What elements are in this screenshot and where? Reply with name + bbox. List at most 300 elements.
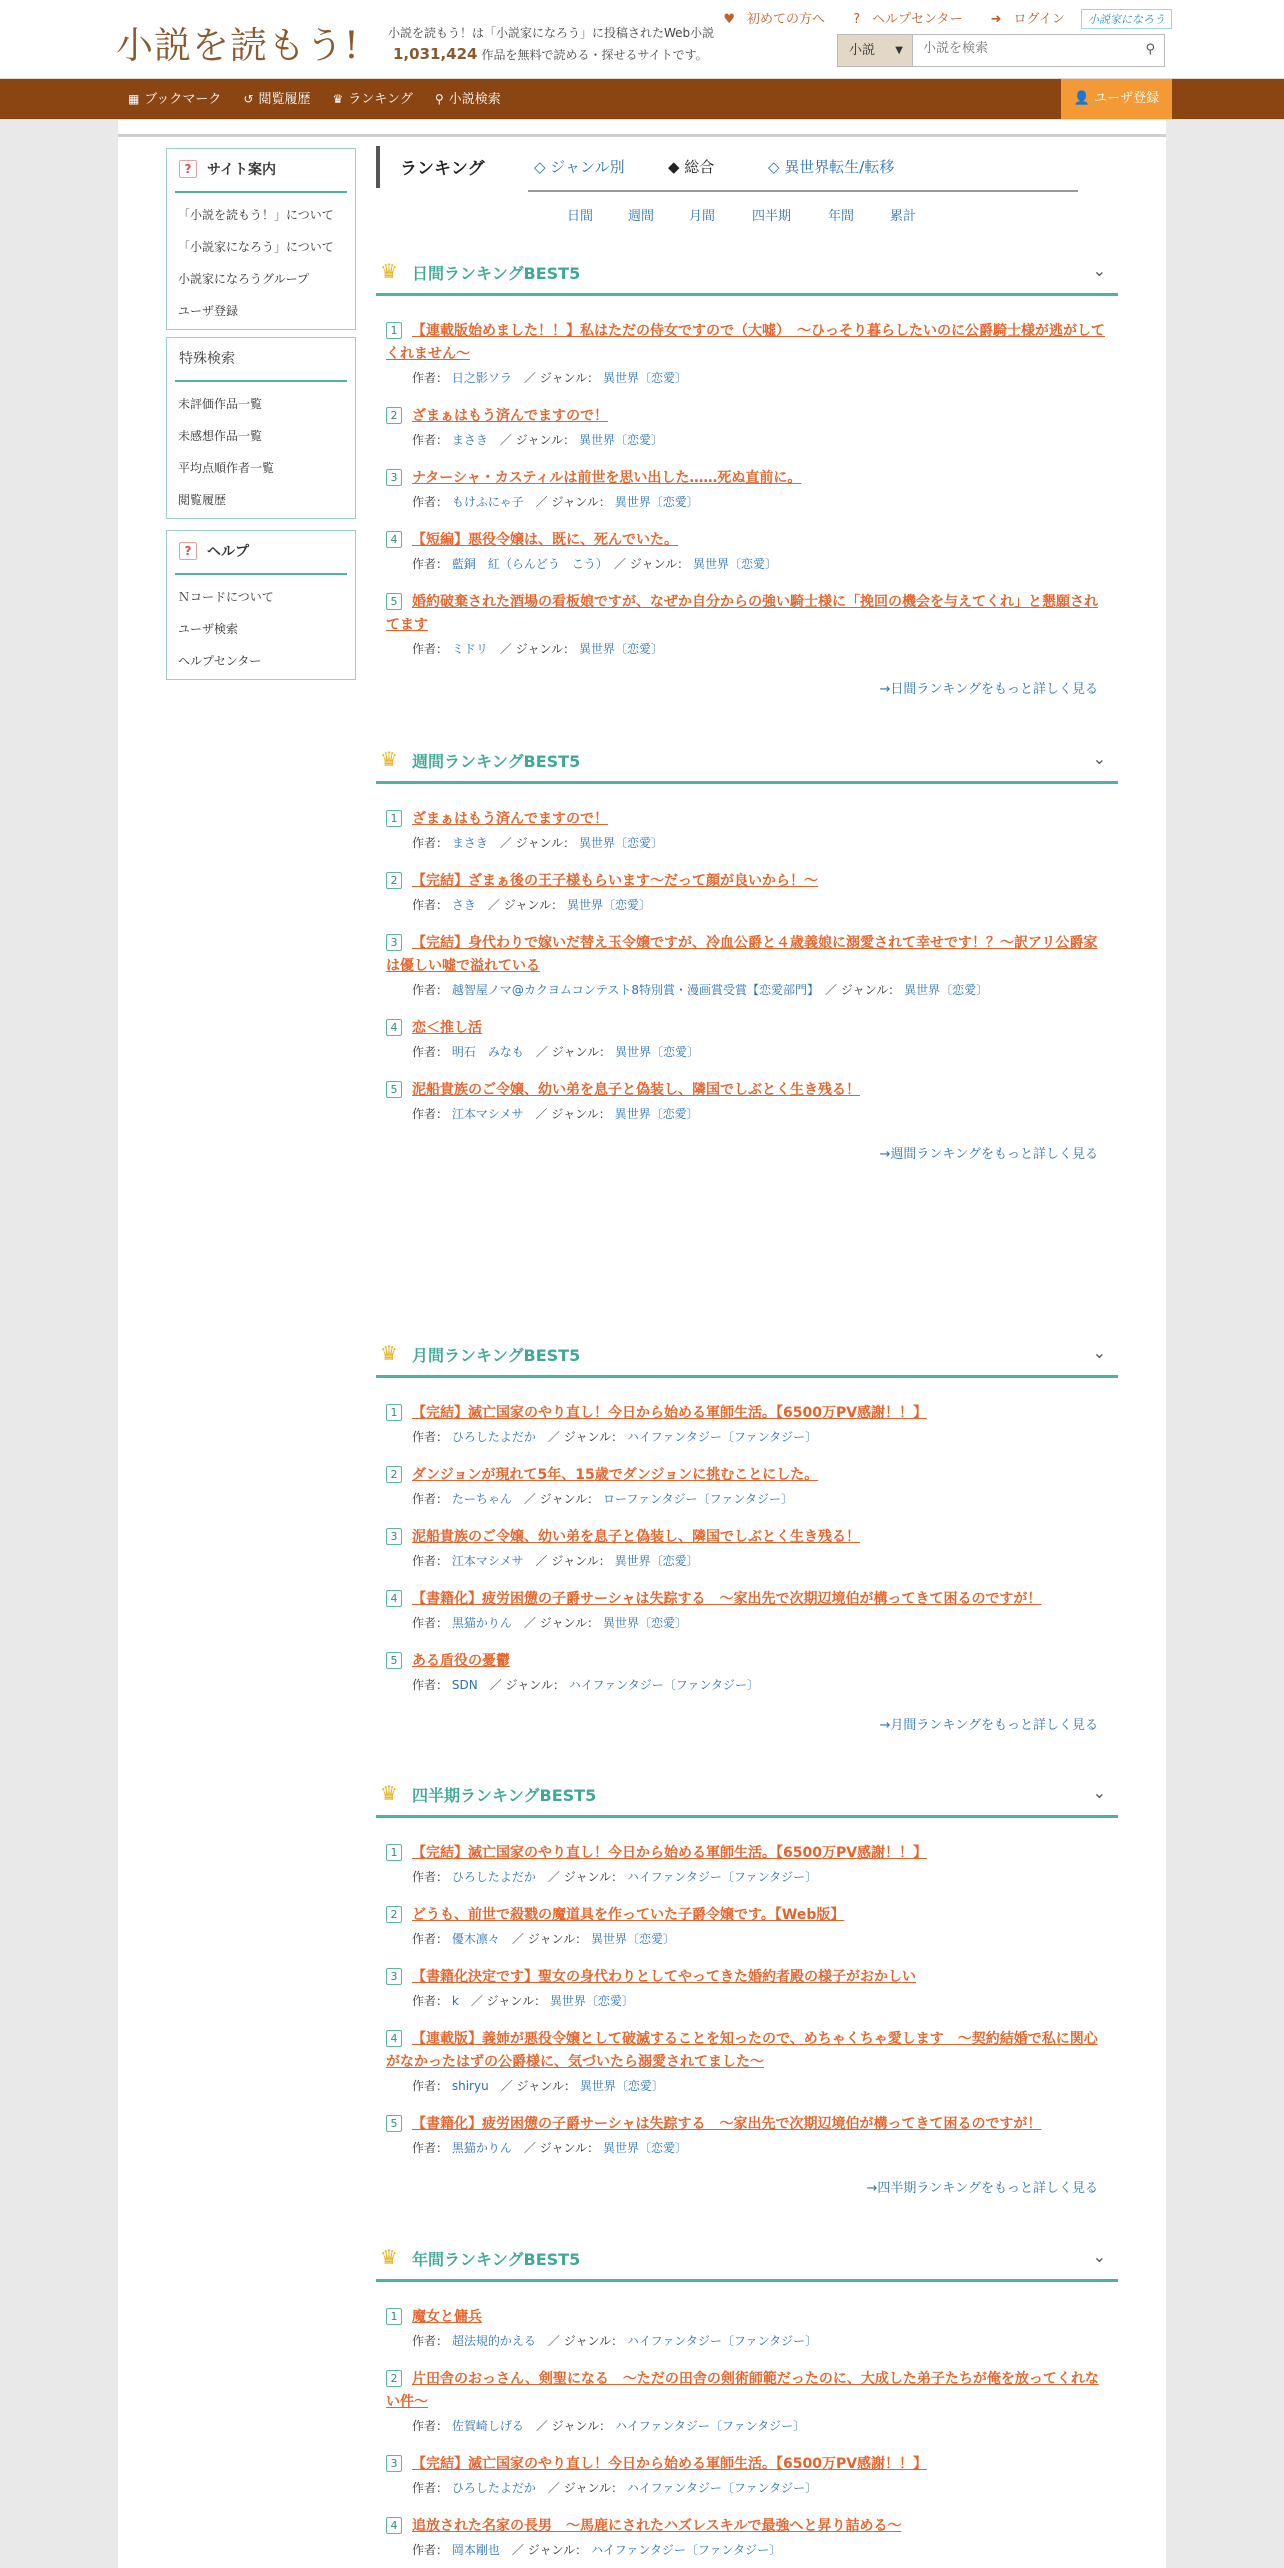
genre-link[interactable]: 異世界〔恋愛〕 [602, 1616, 687, 1630]
author-label: 作者： [412, 1994, 449, 2008]
author-link[interactable]: ひろしたよだか [451, 1870, 536, 1884]
genre-label: ／ ジャンル： [523, 371, 600, 385]
genre-label: ／ ジャンル： [489, 1678, 565, 1692]
ranking-section [376, 1334, 1118, 1733]
nav-item-label: 閲覧履歴 [258, 92, 311, 107]
author-label: 作者： [412, 2141, 449, 2155]
subtab-monthly[interactable]: 月間 [689, 209, 716, 224]
tabs-left-bar [376, 146, 380, 188]
genre-link[interactable]: 異世界〔恋愛〕 [614, 1045, 699, 1059]
author-label: 作者： [412, 642, 449, 656]
work-meta [386, 2078, 1118, 2095]
sidebar-item[interactable]: 未評価作品一覧 [178, 397, 263, 411]
author-link[interactable]: SDN [451, 1678, 478, 1692]
ranking-list [376, 1378, 1118, 1694]
sidebar-help-title-text: ヘルプ [207, 544, 249, 560]
genre-label: ／ ジャンル： [523, 1616, 600, 1630]
login-icon: ➜ [990, 12, 1002, 27]
ranking-tabs [376, 146, 1098, 192]
crown-icon: ♛ [380, 259, 398, 283]
ranking-item [376, 591, 1118, 658]
sidebar-item[interactable]: 未感想作品一覧 [178, 429, 263, 443]
author-link[interactable]: 藍銅 紅（らんどう こう） [451, 557, 602, 571]
tab-overall[interactable]: ◆ 総合 [668, 158, 715, 176]
author-label: 作者： [412, 1554, 449, 1568]
genre-link[interactable]: 異世界〔恋愛〕 [614, 1107, 699, 1121]
author-label: 作者： [412, 1492, 449, 1506]
work-meta [386, 2418, 1118, 2435]
author-link[interactable]: k [451, 1994, 459, 2008]
work-title-link[interactable]: 泥船貴族のご令嬢、幼い弟を息子と偽装し、隣国でしぶとく生き残る！ [412, 1082, 860, 1098]
ranking-item [376, 1842, 1118, 1886]
genre-link[interactable]: 異世界〔恋愛〕 [904, 983, 989, 997]
author-label: 作者： [412, 2334, 449, 2348]
sidebar-item[interactable]: 小説家になろうグループ [178, 272, 310, 286]
help-center-link[interactable] [841, 12, 962, 27]
genre-link[interactable]: 異世界〔恋愛〕 [578, 836, 663, 850]
help-center-label: ヘルプセンター [872, 12, 963, 27]
sidebar-item[interactable]: 閲覧履歴 [178, 493, 227, 507]
search-icon: ⚲ [434, 92, 444, 106]
author-link[interactable]: 超法規的かえる [451, 2334, 536, 2348]
genre-link[interactable]: 異世界〔恋愛〕 [549, 1994, 634, 2008]
rank-badge: 1 [386, 1404, 402, 1421]
author-label: 作者： [412, 1616, 449, 1630]
work-meta [386, 1869, 1118, 1886]
work-meta [386, 556, 1118, 573]
work-title-link[interactable]: 婚約破棄された酒場の看板娘ですが、なぜか自分からの強い騎士様に「挽回の機会を与えてくれ」と懇願されてます [386, 594, 1098, 633]
top-links [699, 8, 1172, 29]
ranking-item [376, 1079, 1118, 1123]
sidebar-special [166, 337, 356, 519]
search-input[interactable] [923, 41, 1123, 56]
author-label: 作者： [412, 1870, 449, 1884]
ranking-section [376, 252, 1118, 697]
work-title-link[interactable]: 【完結】身代わりで嫁いだ替え玉令嬢ですが、冷血公爵と４歳義娘に溺愛されて幸せです！？～訳アリ公爵家は優しい嘘で溢れている [386, 935, 1098, 974]
work-title-link[interactable]: 【連載版】義姉が悪役令嬢として破滅することを知ったので、めちゃくちゃ愛します ～契約結婚で私に関心がなかったはずの公爵様に、気づいたら溺愛されてました～ [386, 2031, 1098, 2070]
ranking-section-header[interactable] [376, 252, 1118, 296]
ranking-list [376, 2282, 1118, 2559]
work-count [393, 45, 708, 63]
nav-item-0[interactable] [128, 79, 221, 119]
work-meta [386, 432, 1118, 449]
genre-label: ／ ジャンル： [511, 1932, 588, 1946]
work-title-link[interactable]: ある盾役の憂鬱 [412, 1653, 510, 1669]
rank-badge: 1 [386, 1844, 402, 1861]
site-tagline: 小説を読もう！は「小説家になろう」に投稿されたWeb小説 [388, 26, 715, 40]
author-link[interactable]: shiryu [451, 2079, 489, 2093]
author-link[interactable]: ミドリ [451, 642, 488, 656]
site-header [0, 0, 1284, 79]
genre-link[interactable]: ハイファンタジー〔ファンタジー〕 [626, 1430, 818, 1444]
ranking-item [376, 1650, 1118, 1694]
rank-badge: 4 [386, 1019, 402, 1036]
ranking-item [376, 405, 1118, 449]
author-link[interactable]: 黒猫かりん [451, 1616, 512, 1630]
crown-icon: ♛ [332, 92, 344, 106]
nav-item-label: ランキング [348, 92, 413, 107]
ranking-list [376, 1818, 1118, 2157]
author-label: 作者： [412, 1678, 449, 1692]
work-meta [386, 2140, 1118, 2157]
crown-icon: ♛ [380, 2245, 398, 2269]
author-label: 作者： [412, 1430, 449, 1444]
ranking-item [376, 320, 1118, 387]
ranking-item [376, 1017, 1118, 1061]
nav-item-3[interactable] [435, 79, 501, 119]
main-nav [0, 79, 1284, 119]
genre-link[interactable]: 異世界〔恋愛〕 [566, 898, 651, 912]
genre-link[interactable]: ハイファンタジー〔ファンタジー〕 [626, 2481, 818, 2495]
tab-isekai[interactable]: ◇ 異世界転生/転移 [768, 158, 895, 176]
question-icon: ? [179, 542, 197, 560]
search-type-value: 小説 [849, 43, 876, 58]
author-link[interactable]: 優木凛々 [451, 1932, 500, 1946]
genre-link[interactable]: ハイファンタジー〔ファンタジー〕 [590, 2543, 782, 2557]
genre-link[interactable]: 異世界〔恋愛〕 [578, 642, 663, 656]
chevron-down-icon[interactable]: ⌄ [1092, 2247, 1106, 2266]
sidebar-help [166, 530, 356, 680]
genre-link[interactable]: 異世界〔恋愛〕 [578, 433, 663, 447]
rank-badge: 4 [386, 2517, 402, 2534]
beginners-link[interactable] [711, 12, 825, 27]
content-top-rule [118, 134, 1166, 137]
author-link[interactable]: 岡本剛也 [451, 2543, 500, 2557]
genre-link[interactable]: ハイファンタジー〔ファンタジー〕 [568, 1678, 760, 1692]
genre-label: ／ ジャンル： [825, 983, 901, 997]
crown-icon: ♛ [380, 747, 398, 771]
genre-link[interactable]: ハイファンタジー〔ファンタジー〕 [626, 1870, 818, 1884]
subtab-yearly[interactable]: 年間 [828, 209, 855, 224]
work-title-link[interactable]: ナターシャ・カスティルは前世を思い出した……死ぬ直前に。 [412, 470, 802, 486]
crown-icon: ♛ [380, 1341, 398, 1365]
question-icon: ? [179, 160, 197, 178]
genre-link[interactable]: ハイファンタジー〔ファンタジー〕 [614, 2419, 806, 2433]
author-label: 作者： [412, 2543, 449, 2557]
author-link[interactable]: まさき [451, 433, 488, 447]
author-label: 作者： [412, 898, 449, 912]
work-meta [386, 1615, 1118, 1632]
nav-item-1[interactable] [243, 79, 310, 119]
ranking-item [376, 2453, 1118, 2497]
work-title-link[interactable]: 【完結】滅亡国家のやり直し！今日から始める軍師生活。【6500万PV感謝！！】 [412, 2456, 928, 2472]
nav-item-2[interactable] [333, 79, 413, 119]
author-label: 作者： [412, 557, 449, 571]
genre-label: ／ ジャンル： [535, 1107, 611, 1121]
more-ranking-link[interactable]: →四半期ランキングをもっと詳しく見る [866, 2181, 1098, 2196]
genre-link[interactable]: ローファンタジー〔ファンタジー〕 [602, 1492, 793, 1506]
work-count-suffix: 作品を無料で読める・探せるサイトです。 [481, 48, 708, 62]
more-ranking-link[interactable]: →日間ランキングをもっと詳しく見る [879, 682, 1098, 697]
login-label: ログイン [1013, 12, 1065, 27]
genre-link[interactable]: 異世界〔恋愛〕 [602, 2141, 687, 2155]
rank-badge: 3 [386, 1528, 402, 1545]
ranking-section-title: 月間ランキングBEST5 [412, 1346, 581, 1365]
author-label: 作者： [412, 2481, 449, 2495]
work-meta [386, 835, 1118, 852]
subtab-cumulative[interactable]: 累計 [890, 209, 917, 224]
rank-badge: 1 [386, 2308, 402, 2325]
genre-label: ／ ジャンル： [535, 1045, 612, 1059]
genre-label: ／ ジャンル： [547, 2481, 624, 2495]
history-icon: ↺ [243, 92, 254, 106]
ranking-list [376, 296, 1118, 658]
author-label: 作者： [412, 371, 449, 385]
rank-badge: 3 [386, 2455, 402, 2472]
rank-badge: 2 [386, 407, 402, 424]
genre-label: ／ ジャンル： [499, 433, 576, 447]
work-title-link[interactable]: 【完結】滅亡国家のやり直し！今日から始める軍師生活。【6500万PV感謝！！】 [412, 1845, 928, 1861]
ranking-item [376, 2515, 1118, 2559]
work-title-link[interactable]: 【短編】悪役令嬢は、既に、死んでいた。 [412, 532, 678, 548]
work-title-link[interactable]: ざまぁはもう済んでますので！ [412, 408, 608, 424]
genre-link[interactable]: ハイファンタジー〔ファンタジー〕 [626, 2334, 818, 2348]
sidebar-special-list [167, 382, 355, 518]
subtab-weekly[interactable]: 週間 [628, 209, 655, 224]
ranking-item [376, 1464, 1118, 1508]
genre-label: ／ ジャンル： [547, 1430, 624, 1444]
author-label: 作者： [412, 2079, 449, 2093]
author-link[interactable]: さき [451, 898, 476, 912]
work-meta [386, 1491, 1118, 1508]
author-label: 作者： [412, 983, 449, 997]
genre-label: ／ ジャンル： [547, 2334, 624, 2348]
work-title-link[interactable]: 【完結】ざまぁ後の王子様もらいます〜だって顔が良いから！〜 [412, 873, 818, 889]
ranking-item [376, 1402, 1118, 1446]
sidebar-guide-title-text: サイト案内 [207, 162, 277, 178]
list-icon: ▦ [128, 92, 140, 106]
work-title-link[interactable]: 【完結】滅亡国家のやり直し！今日から始める軍師生活。【6500万PV感謝！！】 [412, 1405, 928, 1421]
sidebar-item[interactable]: ユーザ検索 [178, 622, 239, 636]
work-meta [386, 494, 1118, 511]
rank-badge: 2 [386, 1466, 402, 1483]
nav-items [128, 79, 501, 119]
work-title-link[interactable]: 追放された名家の長男 ～馬鹿にされたハズレスキルで最強へと昇り詰める～ [412, 2518, 902, 2534]
user-register-button[interactable] [1061, 79, 1172, 119]
user-register-label: ユーザ登録 [1094, 91, 1160, 106]
work-meta [386, 1553, 1118, 1570]
work-meta [386, 1677, 1118, 1694]
sidebar-item[interactable]: 「小説を読もう！」について [178, 208, 334, 222]
genre-link[interactable]: 異世界〔恋愛〕 [602, 371, 687, 385]
genre-label: ／ ジャンル： [613, 557, 690, 571]
sidebar-guide-title [167, 149, 355, 191]
author-link[interactable]: 越智屋ノマ@カクヨムコンテスト8特別賞・漫画賞受賞【恋愛部門】 [451, 983, 814, 997]
chevron-down-icon[interactable]: ⌄ [1092, 261, 1106, 280]
ranking-item [376, 529, 1118, 573]
rank-badge: 5 [386, 1081, 402, 1098]
ranking-item [376, 932, 1118, 999]
nav-item-label: ブックマーク [144, 92, 222, 107]
ranking-section [376, 1774, 1118, 2196]
work-title-link[interactable]: 魔女と傭兵 [412, 2309, 482, 2325]
ranking-section-title: 週間ランキングBEST5 [412, 752, 581, 771]
sidebar-item[interactable]: 「小説家になろう」について [178, 240, 334, 254]
genre-label: ／ ジャンル： [523, 2141, 600, 2155]
rank-badge: 2 [386, 1906, 402, 1923]
ranking-item [376, 1588, 1118, 1632]
ranking-tabs-label: ランキング [400, 159, 485, 179]
ranking-section-header[interactable] [376, 1774, 1118, 1818]
author-link[interactable]: ひろしたよだか [451, 2481, 536, 2495]
rank-badge: 5 [386, 593, 402, 610]
chevron-down-icon: ▼ [895, 45, 903, 56]
ranking-section-header[interactable] [376, 1334, 1118, 1378]
ranking-section-header[interactable] [376, 740, 1118, 784]
chevron-down-icon[interactable]: ⌄ [1092, 749, 1106, 768]
chevron-down-icon[interactable]: ⌄ [1092, 1783, 1106, 1802]
ranking-section-title: 四半期ランキングBEST5 [412, 1786, 597, 1805]
author-label: 作者： [412, 495, 449, 509]
ranking-item [376, 1966, 1118, 2010]
work-meta [386, 2333, 1118, 2350]
genre-link[interactable]: 異世界〔恋愛〕 [614, 495, 699, 509]
work-meta [386, 1993, 1118, 2010]
genre-link[interactable]: 異世界〔恋愛〕 [692, 557, 777, 571]
genre-label: ／ ジャンル： [547, 1870, 624, 1884]
ranking-item [376, 870, 1118, 914]
rank-badge: 4 [386, 2030, 402, 2047]
author-link[interactable]: まさき [451, 836, 488, 850]
ranking-section-title: 日間ランキングBEST5 [412, 264, 581, 283]
work-meta [386, 1931, 1118, 1948]
search-icon[interactable]: ⚲ [1145, 42, 1155, 57]
author-link[interactable]: 黒猫かりん [451, 2141, 512, 2155]
work-meta [386, 1044, 1118, 1061]
nav-item-label: 小説検索 [448, 92, 501, 107]
genre-link[interactable]: 異世界〔恋愛〕 [614, 1554, 699, 1568]
ranking-item [376, 2028, 1118, 2095]
help-icon: ? [853, 12, 861, 27]
sidebar-item[interactable]: ユーザ登録 [178, 304, 239, 318]
ranking-section-header[interactable] [376, 2238, 1118, 2282]
author-link[interactable]: 明石 みなも [451, 1045, 524, 1059]
genre-link[interactable]: 異世界〔恋愛〕 [579, 2079, 664, 2093]
author-link[interactable]: ひろしたよだか [451, 1430, 536, 1444]
rank-badge: 3 [386, 934, 402, 951]
rank-badge: 5 [386, 2115, 402, 2132]
work-meta [386, 2542, 1118, 2559]
sidebar-item[interactable]: 平均点順作者一覧 [178, 461, 275, 475]
author-link[interactable]: 日之影ソラ [451, 371, 512, 385]
genre-label: ／ ジャンル： [523, 1492, 600, 1506]
ranking-section [376, 740, 1118, 1162]
work-title-link[interactable]: 恋＜推し活 [412, 1020, 482, 1036]
genre-label: ／ ジャンル： [499, 642, 576, 656]
more-ranking-link[interactable]: →週間ランキングをもっと詳しく見る [879, 1147, 1098, 1162]
work-meta [386, 641, 1118, 658]
genre-label: ／ ジャンル： [487, 898, 564, 912]
sidebar-guide [166, 148, 356, 330]
work-title-link[interactable]: ダンジョンが現れて5年、15歳でダンジョンに挑むことにした。 [412, 1467, 819, 1483]
ranking-item [376, 2306, 1118, 2350]
work-title-link[interactable]: どうも、前世で殺戮の魔道具を作っていた子爵令嬢です。【Web版】 [412, 1907, 845, 1923]
author-label: 作者： [412, 2419, 449, 2433]
rank-badge: 3 [386, 1968, 402, 1985]
work-count-number: 1,031,424 [393, 45, 478, 63]
more-ranking-link[interactable]: →月間ランキングをもっと詳しく見る [879, 1718, 1098, 1733]
work-title-link[interactable]: 【書籍化】疲労困憊の子爵サーシャは失踪する ～家出先で次期辺境伯が構ってきて困るのですが！ [412, 2116, 1042, 2132]
site-logo[interactable]: 小説を読もう! [116, 24, 360, 67]
ranking-item [376, 2368, 1118, 2435]
chevron-down-icon[interactable]: ⌄ [1092, 1343, 1106, 1362]
ranking-item [376, 467, 1118, 511]
sidebar-guide-list [167, 193, 355, 329]
work-meta [386, 897, 1118, 914]
subtab-daily[interactable]: 日間 [567, 209, 594, 224]
rank-badge: 2 [386, 2370, 402, 2387]
rank-badge: 4 [386, 531, 402, 548]
narou-logo[interactable]: 小説家になろう [1081, 9, 1172, 29]
ranking-item [376, 1904, 1118, 1948]
work-meta [386, 982, 1118, 999]
rank-badge: 1 [386, 810, 402, 827]
author-link[interactable]: 江本マシメサ [451, 1107, 524, 1121]
author-link[interactable]: たーちゃん [451, 1492, 512, 1506]
genre-label: ／ ジャンル： [499, 836, 576, 850]
genre-label: ／ ジャンル： [500, 2079, 576, 2093]
work-title-link[interactable]: 泥船貴族のご令嬢、幼い弟を息子と偽装し、隣国でしぶとく生き残る！ [412, 1529, 860, 1545]
work-title-link[interactable]: ざまぁはもう済んでますので！ [412, 811, 608, 827]
main-content [118, 120, 1166, 2568]
beginner-icon: ♥ [723, 12, 736, 27]
sidebar-item[interactable]: Ｎコードについて [178, 590, 274, 604]
ranking-item [376, 1526, 1118, 1570]
genre-label: ／ ジャンル： [535, 495, 611, 509]
genre-label: ／ ジャンル： [511, 2543, 588, 2557]
author-label: 作者： [412, 1932, 449, 1946]
ranking-section-title: 年間ランキングBEST5 [412, 2250, 581, 2269]
work-title-link[interactable]: 【書籍化】疲労困憊の子爵サーシャは失踪する ～家出先で次期辺境伯が構ってきて困るのですが！ [412, 1591, 1042, 1607]
sidebar-help-list [167, 575, 355, 679]
rank-badge: 2 [386, 872, 402, 889]
sidebar-special-title: 特殊検索 [179, 351, 235, 367]
ranking-item [376, 808, 1118, 852]
author-label: 作者： [412, 836, 449, 850]
login-link[interactable] [979, 12, 1065, 27]
user-icon: 👤 [1073, 91, 1091, 106]
ranking-list [376, 784, 1118, 1123]
search-type-select[interactable] [838, 35, 913, 66]
work-title-link[interactable]: 【連載版始めました！！】私はただの侍女ですので（大嘘） ～ひっそり暮らしたいのに公爵騎士様が逃がしてくれません～ [386, 323, 1105, 362]
genre-label: ／ ジャンル： [535, 2419, 612, 2433]
subtab-quarterly[interactable]: 四半期 [752, 209, 792, 224]
work-meta [386, 1106, 1118, 1123]
work-title-link[interactable]: 【書籍化決定です】聖女の身代わりとしてやってきた婚約者殿の様子がおかしい [412, 1969, 916, 1985]
tab-genre[interactable]: ◇ ジャンル別 [534, 158, 625, 176]
sidebar-item[interactable]: ヘルプセンター [178, 654, 262, 668]
genre-link[interactable]: 異世界〔恋愛〕 [590, 1932, 675, 1946]
author-label: 作者： [412, 433, 449, 447]
rank-badge: 3 [386, 469, 402, 486]
work-meta [386, 370, 1118, 387]
beginners-label: 初めての方へ [747, 12, 826, 27]
author-link[interactable]: 江本マシメサ [451, 1554, 524, 1568]
rank-badge: 1 [386, 322, 402, 339]
work-meta [386, 1429, 1118, 1446]
rank-badge: 4 [386, 1590, 402, 1607]
work-title-link[interactable]: 片田舎のおっさん、剣聖になる ～ただの田舎の剣術師範だったのに、大成した弟子たちが俺を放ってくれない件～ [386, 2371, 1099, 2410]
author-link[interactable]: 佐賀崎しげる [451, 2419, 524, 2433]
author-label: 作者： [412, 1107, 449, 1121]
search-box [837, 34, 1165, 67]
rank-badge: 5 [386, 1652, 402, 1669]
genre-label: ／ ジャンル： [470, 1994, 547, 2008]
author-link[interactable]: もけふにゃ子 [451, 495, 524, 509]
ranking-section [376, 2238, 1118, 2559]
ranking-item [376, 2113, 1118, 2157]
crown-icon: ♛ [380, 1781, 398, 1805]
